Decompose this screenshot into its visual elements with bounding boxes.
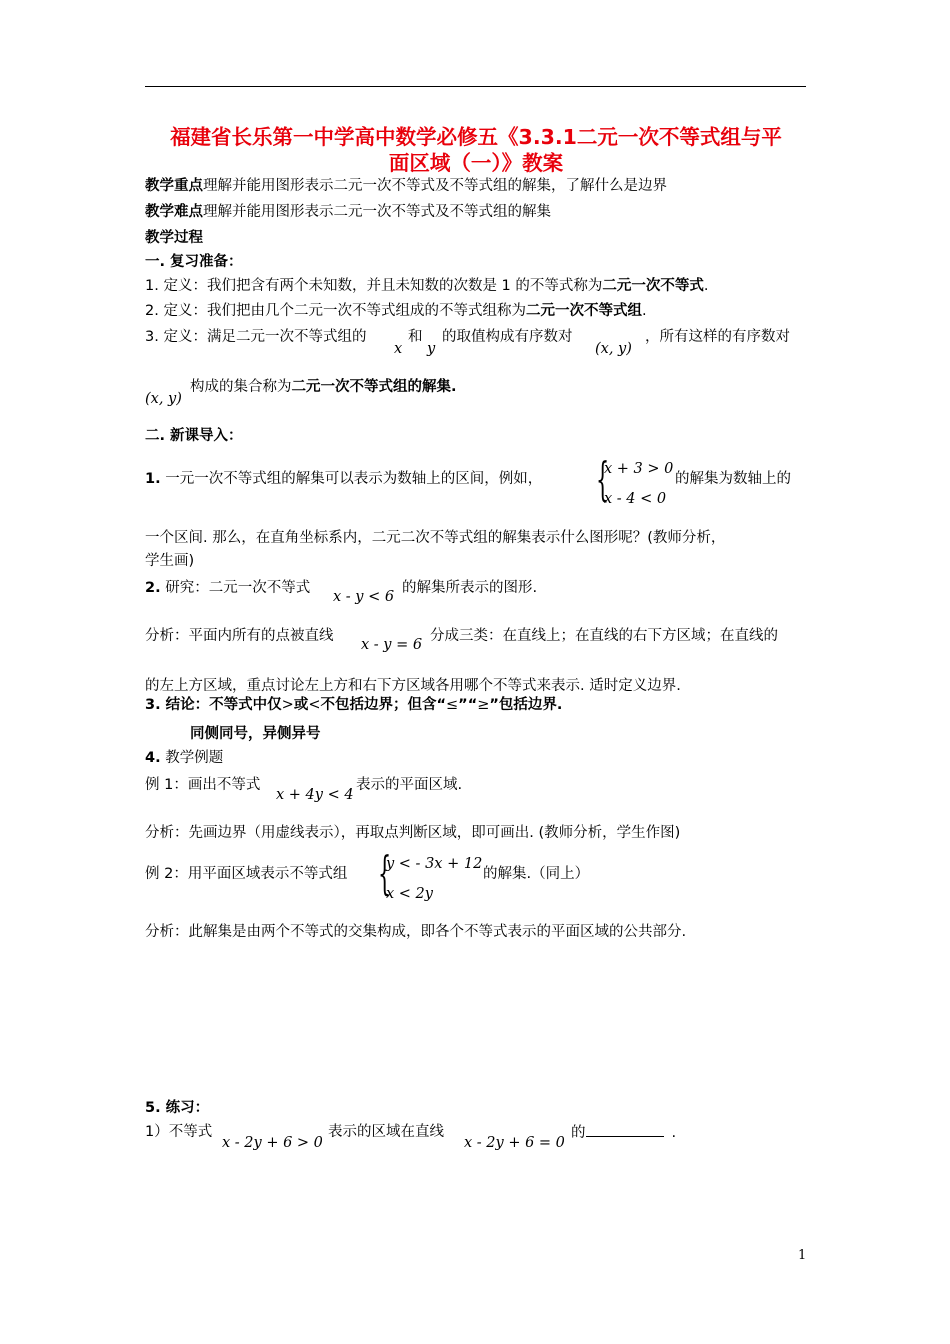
header-rule [145, 86, 806, 87]
p3-text-e: 同侧同号，异侧异号 [190, 726, 321, 742]
p3-text-b: 不包括边界；但含“ [320, 697, 447, 713]
p2-text-e: 的左上方区域，重点讨论左上方和右下方区域各用哪个不等式来表示. 适时定义边界. [145, 678, 681, 694]
practice-end: . [671, 1125, 677, 1141]
intro-p2 [145, 578, 310, 598]
practice-text-b: 表示的区域在直线 [328, 1124, 444, 1140]
review-item-3-text-b: 的取值构成有序数对 [442, 329, 573, 345]
example-2-text-b: 的解集.（同上） [483, 866, 590, 882]
practice-heading: 5. 练习： [145, 1100, 210, 1116]
system-brace-2: { [378, 846, 392, 900]
p2-text-b: 的解集所表示的图形. [402, 580, 538, 596]
review-item-3 [145, 327, 366, 347]
p1-text-a: 一元一次不等式组的解集可以表示为数轴上的区间，例如， [160, 471, 543, 487]
example-2-analysis: 分析：此解集是由两个不等式的交集构成，即各个不等式表示的平面区域的公共部分. [145, 924, 687, 940]
system1-line1: x + 3 > 0 [604, 461, 674, 477]
difficulty-text: 理解并能用图形表示二元一次不等式及不等式组的解集 [203, 204, 551, 220]
review-item-2 [145, 301, 647, 321]
symbol-lt: < [308, 697, 321, 713]
practice-text-c [571, 1122, 676, 1143]
p3-text-d: ”包括边界. [489, 697, 563, 713]
review-item-3-text-d [190, 377, 457, 397]
p2-text-d: 分成三类：在直线上；在直线的右下方区域；在直线的 [430, 628, 778, 644]
teaching-difficulty [145, 202, 551, 222]
line-x-minus-y: x - y = 6 [361, 637, 423, 653]
symbol-gt: > [281, 697, 294, 713]
example-2: 例 2：用平面区域表示不等式组 [145, 866, 348, 882]
inequality-x-minus-y: x - y < 6 [333, 589, 395, 605]
review-item-2-text: 2. 定义：我们把由几个二元一次不等式组成的不等式组称为 [145, 303, 526, 319]
ordered-pair: (x, y) [595, 341, 632, 357]
p3-number: 3. [145, 697, 161, 713]
review-item-3-text-a: 3. 定义：满足二元一次不等式组的 [145, 329, 367, 345]
p4-text-a: 教学例题 [160, 750, 224, 766]
system1-line2: x - 4 < 0 [604, 491, 667, 507]
system2-line1: y < - 3x + 12 [386, 856, 483, 872]
example-1-analysis: 分析：先画边界（用虚线表示），再取点判断区域，即可画出. (教师分析，学生作图) [145, 825, 681, 841]
practice-q1: 1）不等式 [145, 1124, 213, 1140]
p1-text-d: 学生画) [145, 553, 195, 569]
practice-line: x - 2y + 6 = 0 [464, 1135, 565, 1151]
ordered-pair-2: (x, y) [145, 391, 182, 407]
p2-text-c: 分析：平面内所有的点被直线 [145, 628, 334, 644]
review-item-1-term: 二元一次不等式 [602, 278, 704, 294]
difficulty-label: 教学难点 [145, 204, 203, 220]
system-brace-1: { [596, 452, 610, 506]
symbol-le: ≤ [446, 697, 459, 713]
p1-text-c: 一个区间. 那么，在直角坐标系内，二元二次不等式组的解集表示什么图形呢？(教师分析， [145, 530, 726, 546]
review-item-1-text: 1. 定义：我们把含有两个未知数，并且未知数的次数是 1 的不等式称为 [145, 278, 603, 294]
p3-text-c: ”“ [458, 697, 478, 713]
p2-text-a: 研究：二元一次不等式 [160, 580, 311, 596]
var-y: y [427, 341, 436, 357]
intro-p4 [145, 748, 223, 768]
focus-label: 教学重点 [145, 178, 203, 194]
review-item-3-text-c: ，所有这样的有序数对 [645, 329, 790, 345]
review-item-1 [145, 276, 709, 296]
word-and: 和 [408, 329, 423, 345]
answer-blank[interactable] [586, 1122, 664, 1137]
document-title [141, 124, 811, 176]
symbol-ge: ≥ [477, 697, 490, 713]
p2-number: 2. [145, 580, 161, 596]
example-1-inequality: x + 4y < 4 [276, 787, 354, 803]
p4-number: 4. [145, 750, 161, 766]
teaching-focus [145, 176, 667, 196]
p1-text-b: 的解集为数轴上的 [675, 471, 791, 487]
review-item-1-end: . [703, 278, 709, 294]
var-x: x [394, 341, 403, 357]
p3-text-a: 结论：不等式中仅 [160, 697, 282, 713]
practice-inequality: x - 2y + 6 > 0 [222, 1135, 323, 1151]
review-item-3-d: 构成的集合称为 [190, 379, 292, 395]
p3-or: 或 [293, 697, 309, 713]
review-item-2-end: . [641, 303, 647, 319]
review-item-2-term: 二元一次不等式组 [525, 303, 642, 319]
process-heading: 教学过程 [145, 230, 203, 246]
title-line-2: 面区域（一）》教案 [388, 151, 564, 175]
intro-p1 [145, 469, 542, 489]
example-1-text-b: 表示的平面区域. [356, 777, 463, 793]
review-heading: 一. 复习准备： [145, 254, 243, 270]
focus-text: 理解并能用图形表示二元一次不等式及不等式组的解集，了解什么是边界 [203, 178, 667, 194]
p1-number: 1. [145, 471, 161, 487]
review-item-3-term: 二元一次不等式组的解集. [291, 379, 457, 395]
page-number: 1 [798, 1248, 807, 1263]
intro-p3 [145, 695, 562, 715]
example-1: 例 1：画出不等式 [145, 777, 261, 793]
system2-line2: x < 2y [386, 886, 433, 902]
practice-text-de: 的 [571, 1125, 586, 1141]
title-line-1: 福建省长乐第一中学高中数学必修五《3.3.1二元一次不等式组与平 [170, 125, 782, 149]
intro-heading: 二. 新课导入： [145, 428, 243, 444]
